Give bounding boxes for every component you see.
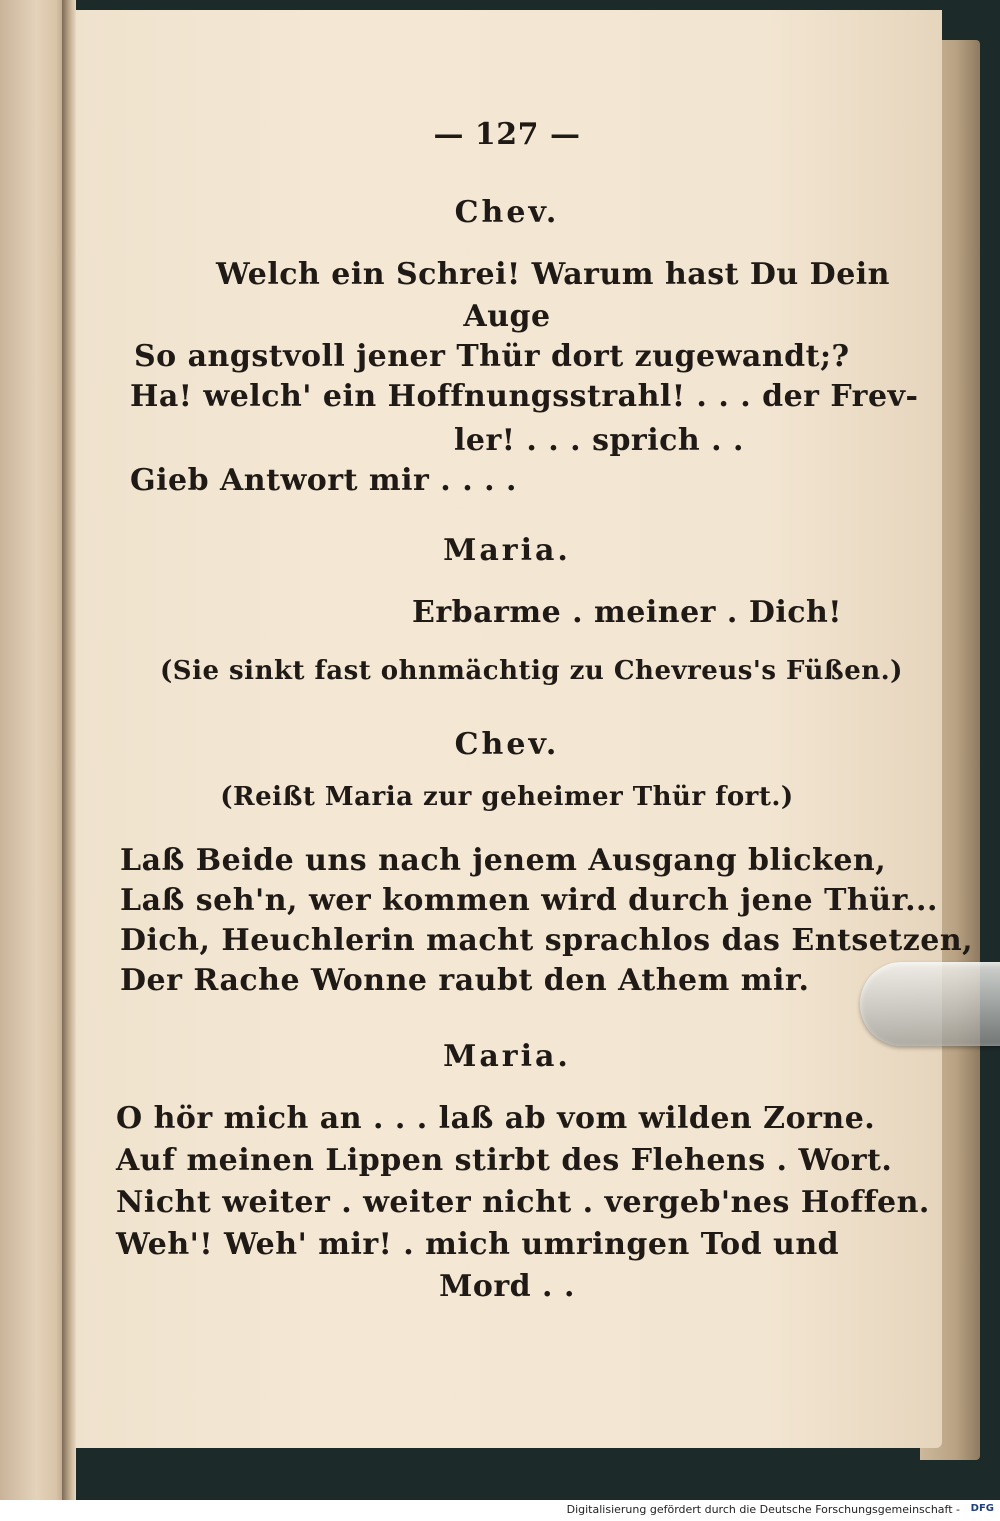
stage-direction: (Sie sinkt fast ohnmächtig zu Chevreus's Füßen.): [160, 656, 903, 686]
dfg-logo: DFG: [970, 1503, 994, 1514]
left-page-edge: [0, 0, 66, 1500]
stage-direction: (Reißt Maria zur geheimer Thür fort.): [220, 782, 794, 812]
verse-line: Mord . .: [439, 1269, 575, 1304]
footer-credit: Digitalisierung gefördert durch die Deutsche Forschungsgemeinschaft -: [566, 1503, 960, 1516]
verse-line: Gieb Antwort mir . . . .: [130, 463, 517, 498]
verse-line: O hör mich an . . . laß ab vom wilden Zorne.: [116, 1101, 876, 1136]
verse-line: Ha! welch' ein Hoffnungsstrahl! . . . der Frev-: [130, 379, 919, 414]
page-text: [72, 10, 974, 1448]
verse-line: Auf meinen Lippen stirbt des Flehens . Wort.: [116, 1143, 893, 1178]
verse-line: Laß seh'n, wer kommen wird durch jene Thür...: [120, 883, 938, 918]
speaker-maria: Maria.: [443, 533, 571, 568]
verse-line: Weh'! Weh' mir! . mich umringen Tod und: [116, 1227, 840, 1262]
verse-line: Erbarme . meiner . Dich!: [412, 595, 842, 630]
speaker-maria: Maria.: [443, 1039, 571, 1074]
verse-line: Welch ein Schrei! Warum hast Du Dein: [216, 257, 890, 292]
verse-line: Der Rache Wonne raubt den Athem mir.: [120, 963, 810, 998]
speaker-chev: Chev.: [454, 727, 560, 762]
page-number: — 127 —: [433, 117, 581, 152]
verse-line: Laß Beide uns nach jenem Ausgang blicken,: [120, 843, 887, 878]
verse-line: ler! . . . sprich . .: [454, 423, 744, 458]
verse-line: Dich, Heuchlerin macht sprachlos das Entsetzen,: [120, 923, 974, 958]
digitization-footer: [0, 1500, 1000, 1521]
speaker-chev: Chev.: [454, 195, 560, 230]
verse-line: Auge: [463, 299, 551, 334]
verse-line: Nicht weiter . weiter nicht . vergeb'nes Hoffen.: [116, 1185, 930, 1220]
page-clip: [860, 962, 1000, 1046]
verse-line: So angstvoll jener Thür dort zugewandt;?: [134, 339, 850, 374]
